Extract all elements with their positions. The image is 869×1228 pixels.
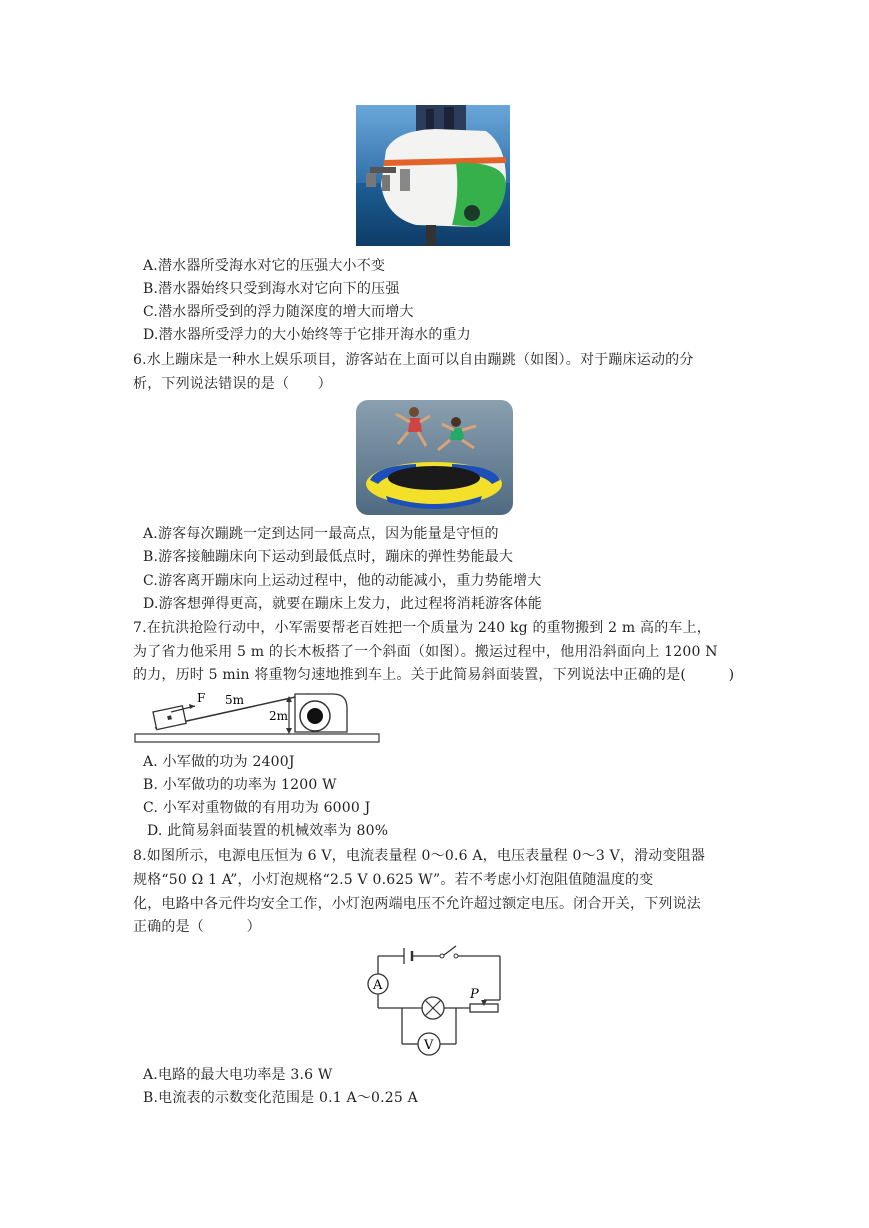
q7-stem-line2: 为了省力他采用 5 m 的长木板搭了一个斜面（如图）。搬运过程中，他用沿斜面向上 1200 N bbox=[133, 644, 718, 660]
voltmeter-symbol bbox=[418, 1033, 440, 1055]
q7-stem-line1: 7.在抗洪抢险行动中，小军需要帮老百姓把一个质量为 240 kg 的重物搬到 2 m 高的车上， bbox=[133, 620, 712, 636]
battery-symbol bbox=[404, 948, 412, 964]
q7-option-b: B. 小军做功的功率为 1200 W bbox=[143, 777, 337, 793]
height-label: 2m bbox=[269, 709, 289, 723]
q8-option-b: B.电流表的示数变化范围是 0.1 A～0.25 A bbox=[143, 1090, 418, 1106]
q8-stem-line4: 正确的是（ ） bbox=[133, 919, 261, 935]
q5-option-d: D.潜水器所受浮力的大小始终等于它排开海水的重力 bbox=[143, 327, 471, 343]
q6-stem-line2: 析，下列说法错误的是（ ） bbox=[133, 376, 332, 392]
q6-option-c: C.游客离开蹦床向上运动过程中，他的动能减小，重力势能增大 bbox=[143, 573, 542, 589]
incline-diagram bbox=[133, 688, 383, 746]
q7-stem-line3: 的力，历时 5 min 将重物匀速地推到车上。关于此简易斜面装置，下列说法中正确的是( ) bbox=[133, 667, 735, 683]
q7-option-d: D. 此简易斜面装置的机械效率为 80% bbox=[147, 823, 389, 839]
q6-stem-line1: 6.水上蹦床是一种水上娱乐项目，游客站在上面可以自由蹦跳（如图）。对于蹦床运动的分 bbox=[133, 352, 694, 368]
q6-option-b: B.游客接触蹦床向下运动到最低点时，蹦床的弹性势能最大 bbox=[143, 549, 514, 565]
q8-stem-line1: 8.如图所示，电源电压恒为 6 V，电流表量程 0～0.6 A，电压表量程 0～3 V，滑动变阻器 bbox=[133, 848, 706, 864]
force-label: F bbox=[197, 691, 206, 705]
q5-option-b: B.潜水器始终只受到海水对它向下的压强 bbox=[143, 281, 400, 297]
q8-stem-line2: 规格“50 Ω 1 A”，小灯泡规格“2.5 V 0.625 W”。若不考虑小灯泡阻值随温度的变 bbox=[133, 872, 654, 888]
q6-option-d: D.游客想弹得更高，就要在蹦床上发力，此过程将消耗游客体能 bbox=[143, 596, 542, 612]
lamp-symbol bbox=[422, 997, 444, 1019]
submersible-illustration bbox=[356, 105, 510, 246]
ground bbox=[135, 734, 379, 742]
length-label: 5m bbox=[225, 693, 245, 707]
trampoline-photo bbox=[356, 400, 513, 515]
q7-option-c: C. 小军对重物做的有用功为 6000 J bbox=[143, 800, 371, 816]
q7-option-a: A. 小军做的功为 2400J bbox=[143, 754, 295, 770]
circuit-diagram bbox=[360, 942, 510, 1057]
q5-option-c: C.潜水器所受到的浮力随深度的增大而增大 bbox=[143, 304, 414, 320]
submersible-photo bbox=[356, 105, 510, 246]
incline-svg bbox=[133, 688, 383, 746]
slider-label: P bbox=[470, 987, 479, 1002]
q5-option-a: A.潜水器所受海水对它的压强大小不变 bbox=[143, 258, 386, 274]
q8-stem-line3: 化，电路中各元件均安全工作，小灯泡两端电压不允许超过额定电压。闭合开关，下列说法 bbox=[133, 896, 701, 912]
ammeter-symbol bbox=[368, 974, 388, 994]
voltmeter-label: V bbox=[424, 1038, 434, 1053]
trampoline-illustration bbox=[356, 400, 513, 515]
ammeter-label: A bbox=[373, 978, 383, 993]
circuit-svg bbox=[360, 942, 510, 1057]
switch-symbol bbox=[440, 954, 458, 958]
q6-option-a: A.游客每次蹦跳一定到达同一最高点，因为能量是守恒的 bbox=[143, 526, 499, 542]
q8-option-a: A.电路的最大电功率是 3.6 W bbox=[143, 1067, 333, 1083]
